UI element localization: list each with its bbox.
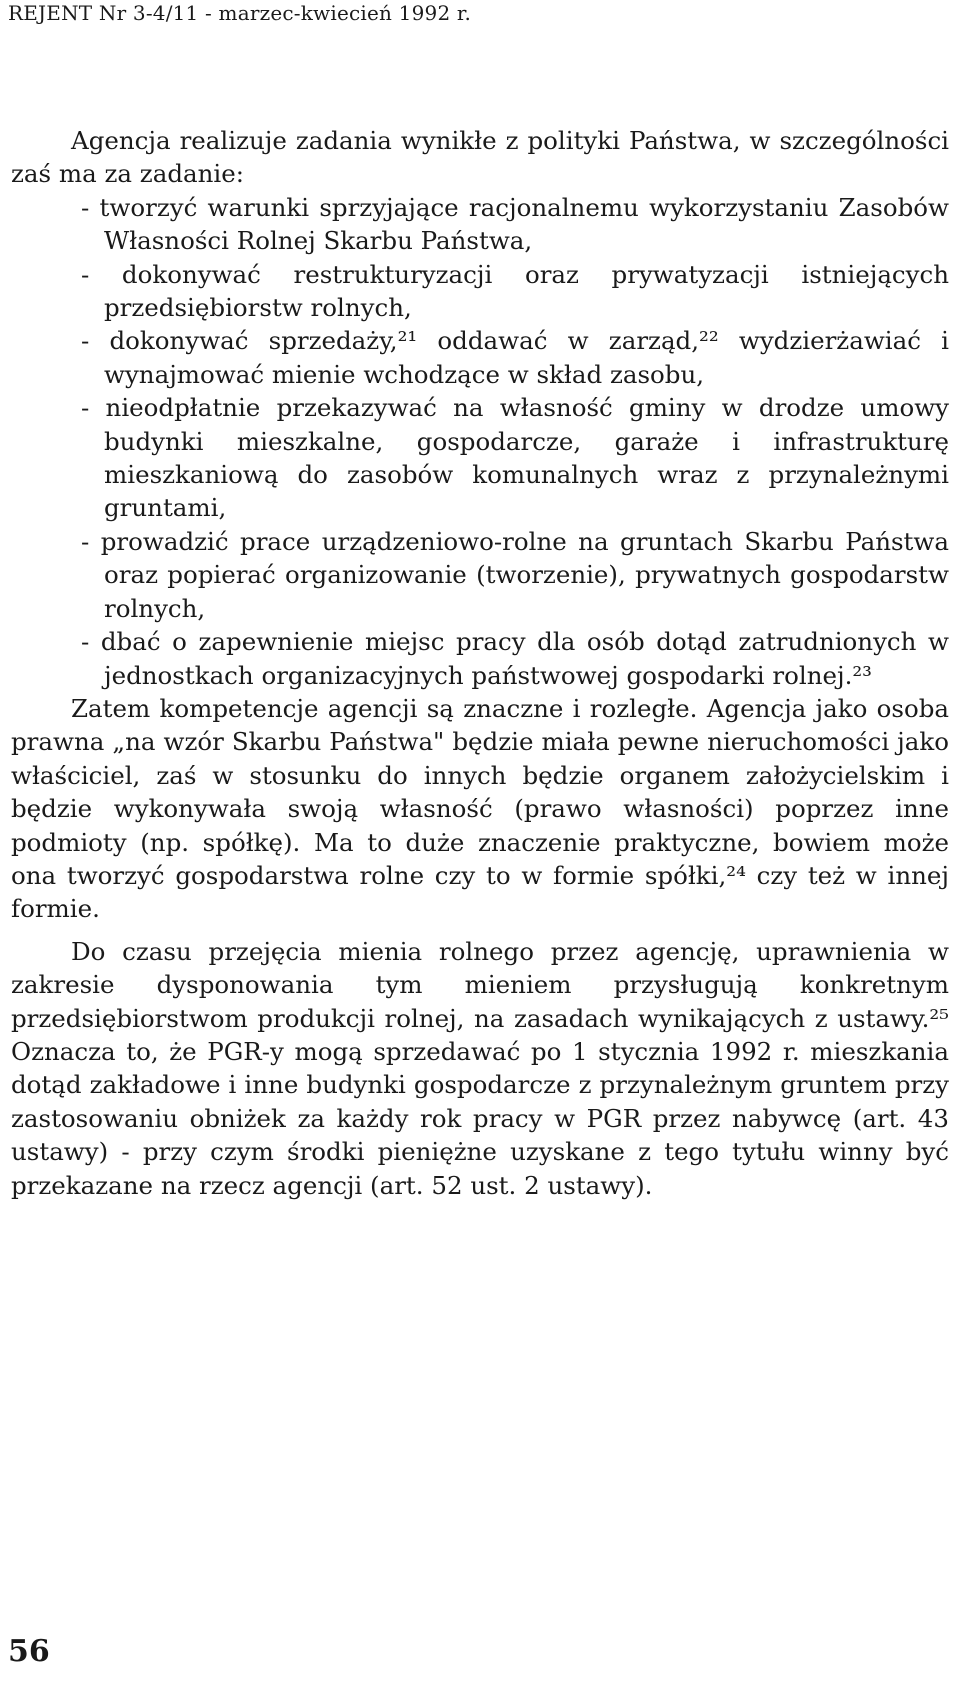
list-item: - dbać o zapewnienie miejsc pracy dla osób dotąd zatrudnionych w jednostkach organizacyjnych państwowej gospodarki rolnej.²³ [81,627,949,690]
list-item: - dokonywać sprzedaży,²¹ oddawać w zarząd,²² wydzierżawiać i wynajmować mienie wchodzące w skład zasobu, [81,326,949,389]
article-body [11,124,949,1202]
list-item: - dokonywać restrukturyzacji oraz prywatyzacji istniejących przedsiębiorstw rolnych, [81,259,949,323]
list-item: - tworzyć warunki sprzyjające racjonalnemu wykorzystaniu Zasobów Własności Rolnej Skarbu Państwa, [81,192,949,256]
competence-paragraph: Zatem kompetencje agencji są znaczne i rozległe. Agencja jako osoba prawna „na wzór Skarbu Państwa" będzie miała pewne nieruchomości jako właściciel, zaś w stosunku do innych będzie organem założycielskim i będzie wykonywała swoją własność (prawo własności) poprzez inne podmioty (np. spółkę). Ma to duże znaczenie praktyczne, bowiem może ona tworzyć gospodarstwa rolne czy to w formie spółki,²⁴ czy też w innej formie. [11,693,949,924]
running-header: REJENT Nr 3-4/11 - marzec-kwiecień 1992 r. [8,1,472,25]
agency-tasks-list [11,191,949,692]
transition-paragraph: Do czasu przejęcia mienia rolnego przez agencję, uprawnienia w zakresie dysponowania tym mieniem przysługują konkretnym przedsiębiorstwom produkcji rolnej, na zasadach wynikających z ustawy.²⁵ Oznacza to, że PGR-y mogą sprzedawać po 1 stycznia 1992 r. mieszkania dotąd zakładowe i inne budynki gospodarcze z przynależnym gruntem przy zastosowaniu obniżek za każdy rok pracy w PGR przez nabywcę (art. 43 ustawy) - przy czym środki pieniężne uzyskane z tego tytułu winny być przekazane na rzecz agencji (art. 52 ust. 2 ustawy). [11,936,949,1200]
intro-paragraph: Agencja realizuje zadania wynikłe z polityki Państwa, w szczególności zaś ma za zadanie: [11,126,949,189]
page-number: 56 [8,1634,50,1669]
list-item: - prowadzić prace urządzeniowo-rolne na gruntach Skarbu Państwa oraz popierać organizowanie (tworzenie), prywatnych gospodarstw rolnych, [81,526,949,623]
list-item: - nieodpłatnie przekazywać na własność gminy w drodze umowy budynki mieszkalne, gospodarcze, garaże i infrastrukturę mieszkaniową do zasobów komunalnych wraz z przynależnymi gruntami, [81,393,949,523]
